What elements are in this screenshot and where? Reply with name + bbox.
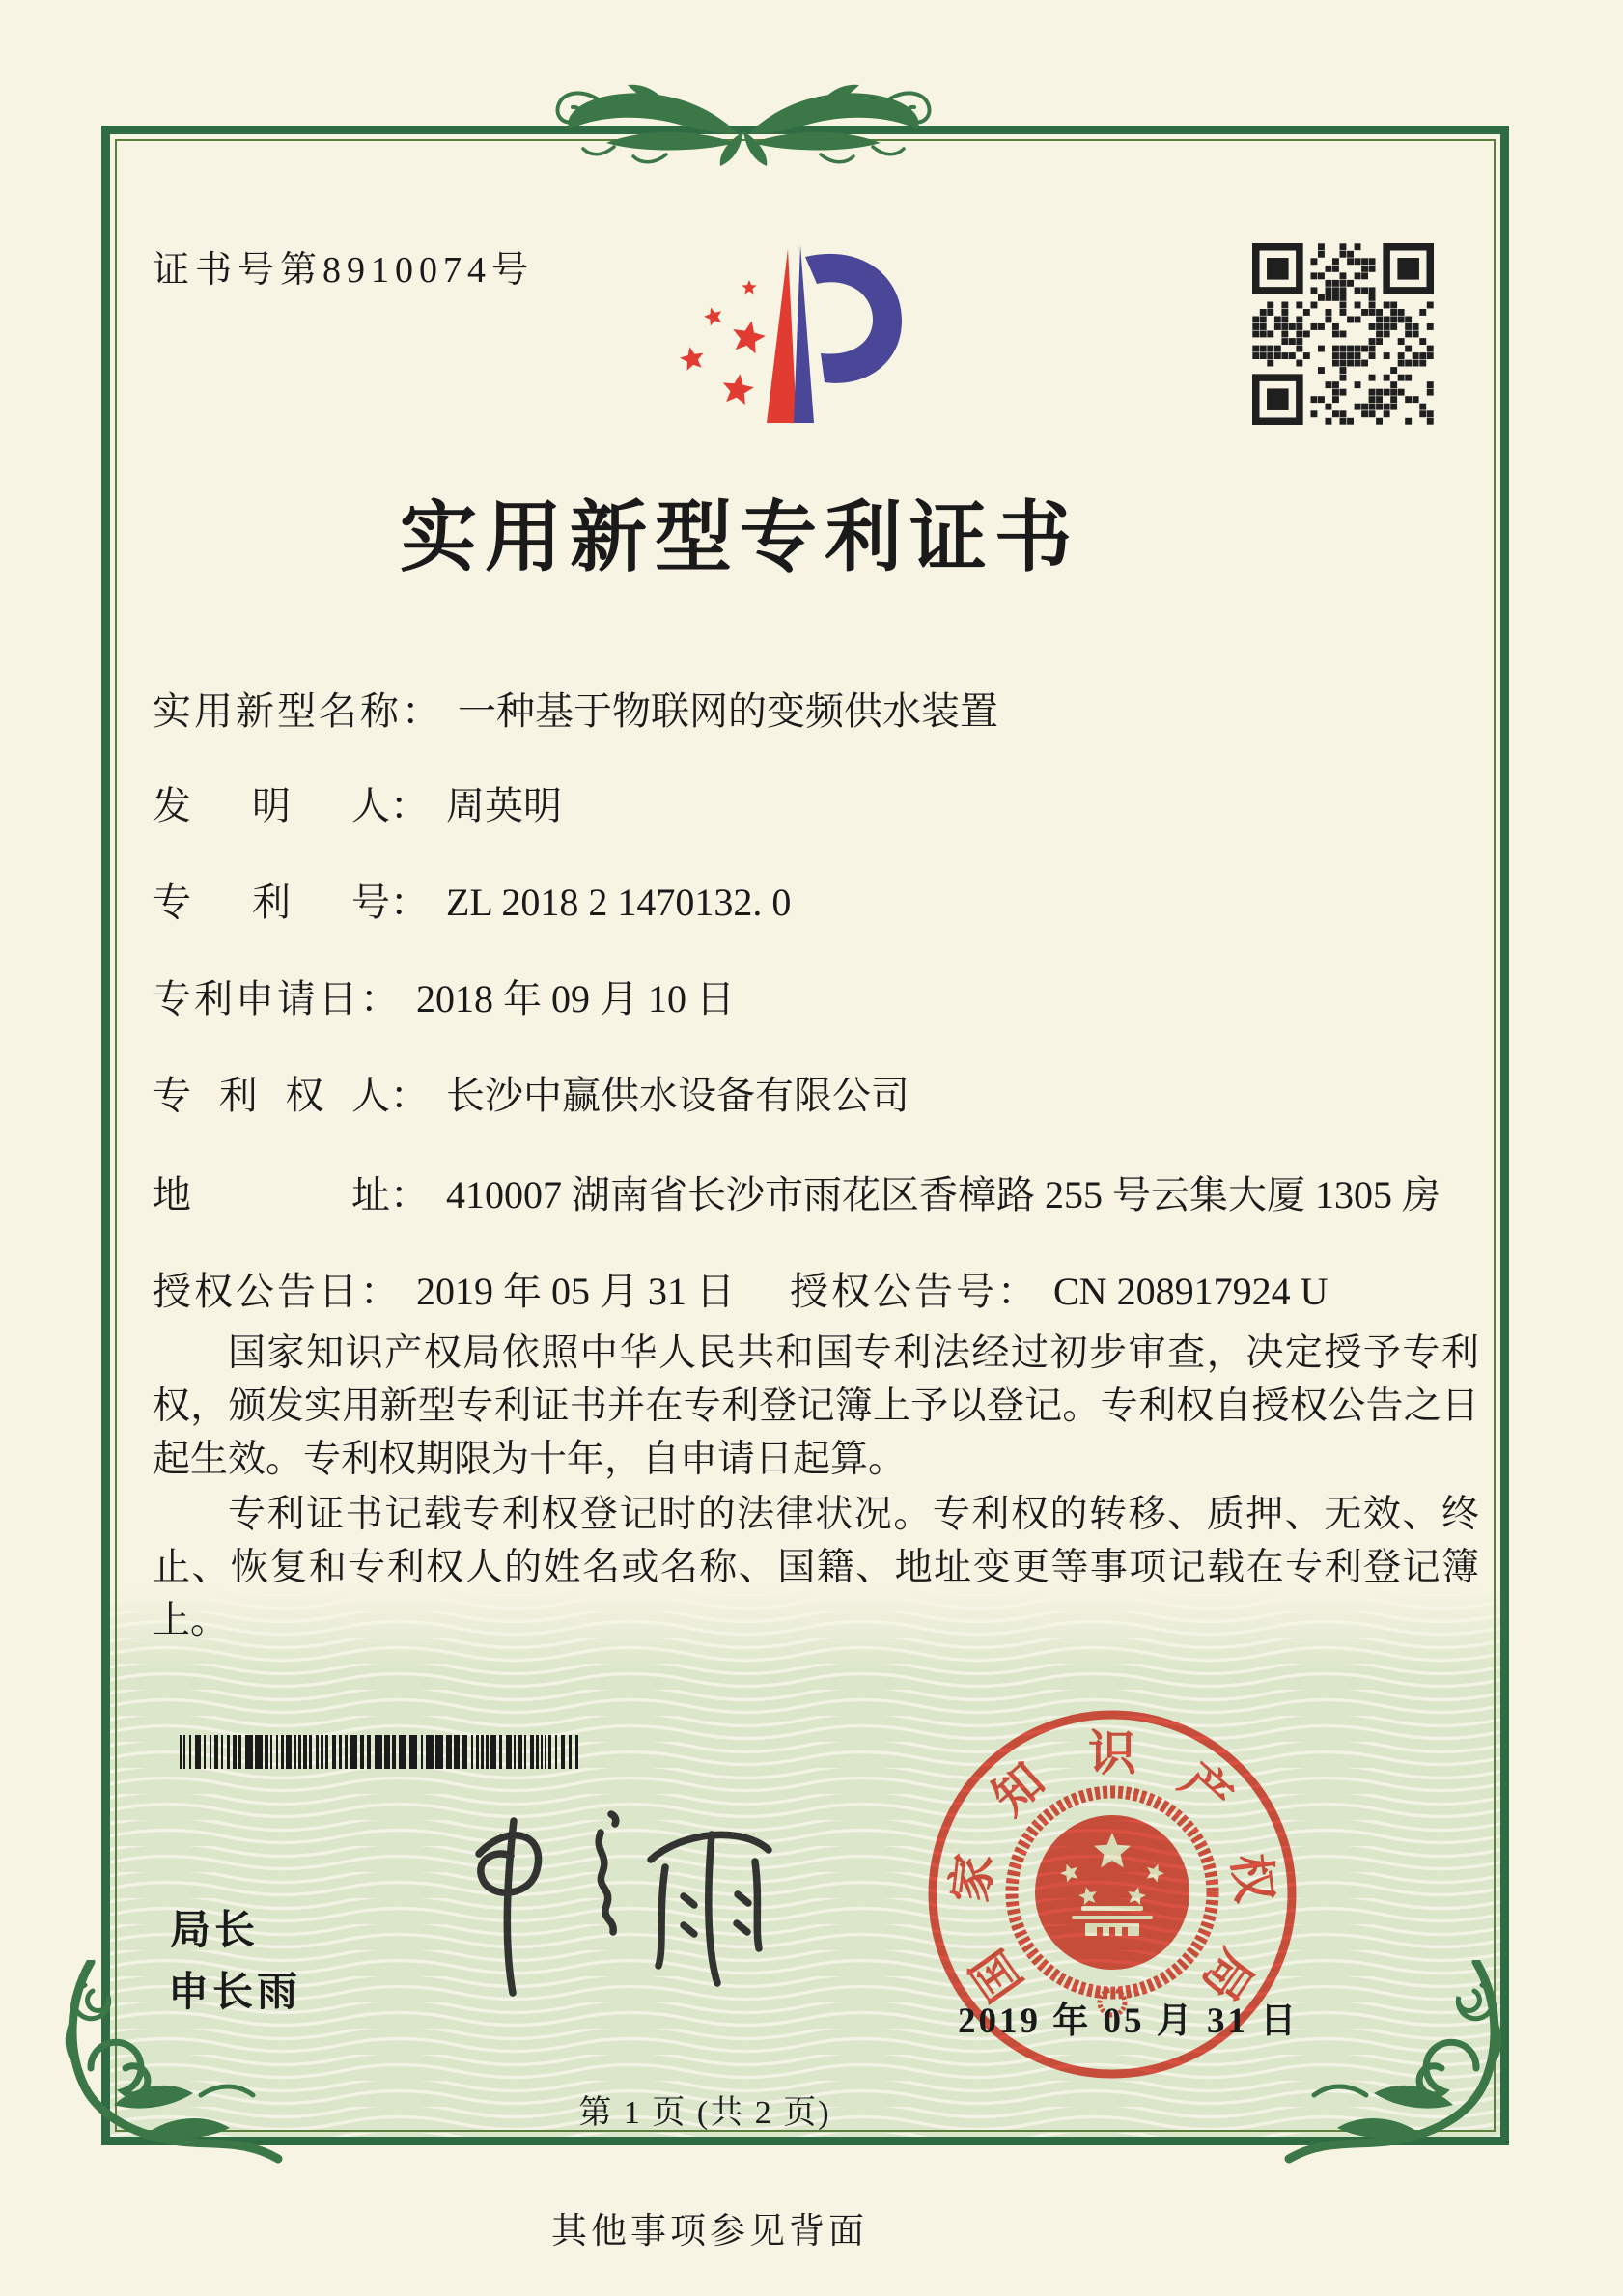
field-value: 410007 湖南省长沙市雨花区香樟路 255 号云集大厦 1305 房 xyxy=(446,1173,1441,1217)
field-label: 发明人 xyxy=(153,784,390,827)
svg-text:产: 产 xyxy=(1169,1752,1243,1826)
seal-national-emblem xyxy=(1012,1792,1213,2015)
field-label: 实用新型名称 xyxy=(153,689,402,733)
cnipa-logo xyxy=(637,238,919,431)
logo-stars xyxy=(680,280,766,405)
qr-code xyxy=(1252,243,1434,425)
field-patent-number: 专利号： ZL 2018 2 1470132. 0 xyxy=(153,872,791,927)
field-value: 一种基于物联网的变频供水装置 xyxy=(458,689,998,733)
certificate-number: 证书号第8910074号 xyxy=(153,250,535,291)
logo-red-wedge xyxy=(767,249,797,423)
field-grant-date: 授权公告日： 2019 年 05 月 31 日 xyxy=(153,1261,735,1316)
field-inventor: 发明人： 周英明 xyxy=(153,775,562,830)
svg-text:识: 识 xyxy=(1088,1726,1136,1780)
svg-text:家: 家 xyxy=(942,1851,1002,1906)
director-name: 申长雨 xyxy=(168,1969,302,2014)
field-address: 地址： 410007 湖南省长沙市雨花区香樟路 255 号云集大厦 1305 房 xyxy=(153,1164,1441,1219)
top-center-ornament xyxy=(546,71,940,176)
field-value: 2018 年 09 月 10 日 xyxy=(416,977,735,1021)
field-value: 长沙中赢供水设备有限公司 xyxy=(446,1074,909,1117)
svg-text:知: 知 xyxy=(982,1752,1055,1826)
field-value: 周英明 xyxy=(446,784,562,827)
page-number-note: 第 1 页 (共 2 页) xyxy=(578,2095,831,2131)
field-label: 授权公告日 xyxy=(153,1270,360,1313)
legal-body-text xyxy=(153,1327,1479,1649)
field-value: ZL 2018 2 1470132. 0 xyxy=(446,881,792,924)
other-items-note: 其他事项参见背面 xyxy=(551,2212,868,2252)
body-paragraph-2: 专利证书记载专利权登记时的法律状况。专利权的转移、质押、无效、终止、恢复和专利权人的姓名或名称、国籍、地址变更等事项记载在专利登记簿上。 xyxy=(153,1494,1479,1641)
field-filing-date: 专利申请日： 2018 年 09 月 10 日 xyxy=(153,968,735,1023)
svg-text:国: 国 xyxy=(961,1940,1033,2011)
field-label: 专利权人 xyxy=(153,1074,390,1117)
svg-text:局: 局 xyxy=(1191,1940,1264,2011)
certificate-title: 实用新型专利证书 xyxy=(400,496,1079,581)
field-patentee: 专利权人： 长沙中赢供水设备有限公司 xyxy=(153,1065,909,1120)
seal-date: 2019 年 05 月 31 日 xyxy=(958,2002,1300,2041)
field-label: 专利申请日 xyxy=(153,977,360,1021)
field-label: 地址 xyxy=(153,1173,390,1217)
director-title-label: 局长 xyxy=(170,1907,260,1952)
barcode xyxy=(180,1734,583,1770)
bottom-right-flourish xyxy=(1284,1960,1511,2165)
field-invention-name: 实用新型名称： 一种基于物联网的变频供水装置 xyxy=(153,681,998,736)
field-label: 专利号 xyxy=(153,881,390,924)
body-paragraph-1: 国家知识产权局依照中华人民共和国专利法经过初步审查，决定授予专利权，颁发实用新型专利证书并在专利登记簿上予以登记。专利权自授权公告之日起生效。专利权期限为十年，自申请日起算。 xyxy=(153,1332,1479,1480)
logo-blue-stroke xyxy=(794,245,814,423)
field-label: 授权公告号 xyxy=(790,1270,997,1313)
field-value: CN 208917924 U xyxy=(1053,1270,1329,1313)
director-signature xyxy=(421,1802,798,2009)
logo-blue-bowl xyxy=(805,254,902,383)
svg-text:权: 权 xyxy=(1222,1851,1282,1906)
field-value: 2019 年 05 月 31 日 xyxy=(416,1270,735,1313)
field-grant-number: 授权公告号： CN 208917924 U xyxy=(790,1261,1328,1316)
